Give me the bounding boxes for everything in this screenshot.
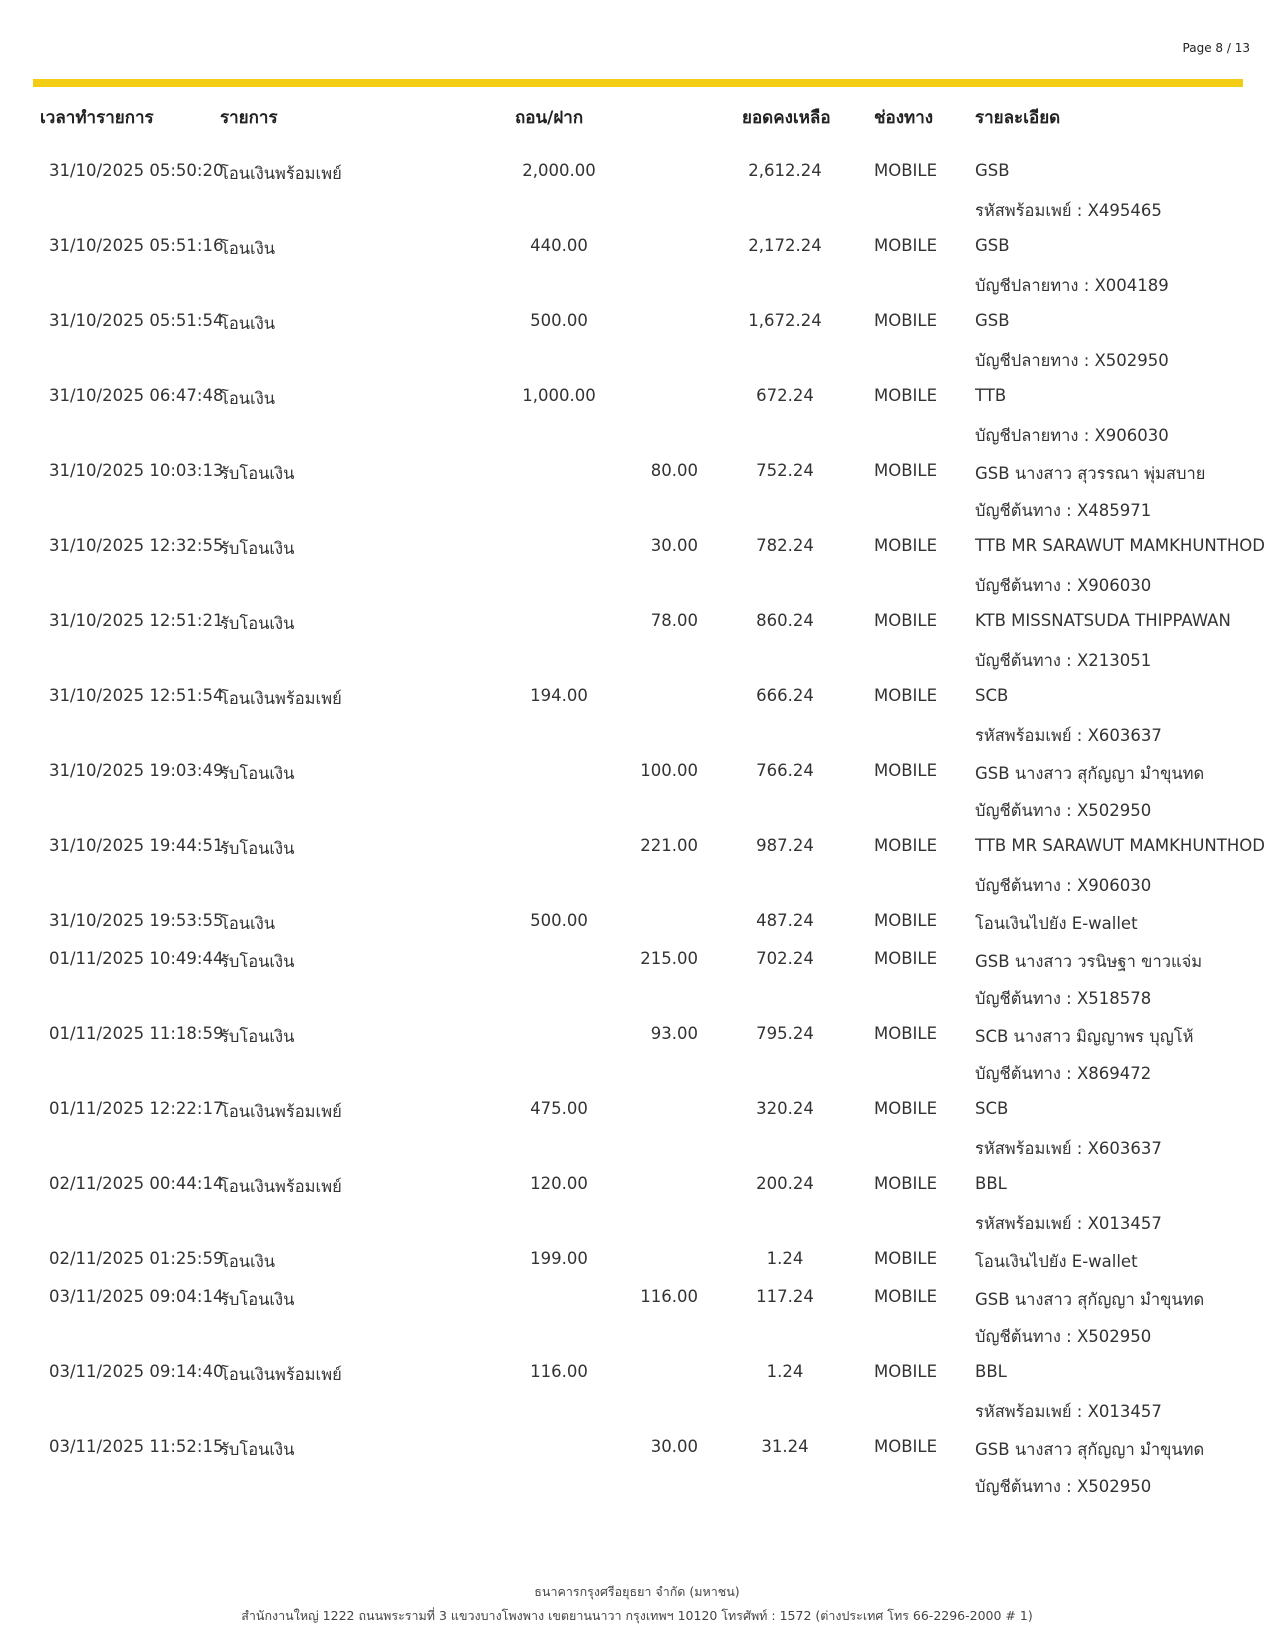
cell-withdraw: 194.00 bbox=[530, 686, 588, 705]
cell-description: โอนเงิน bbox=[220, 914, 276, 933]
cell-deposit: 215.00 bbox=[640, 949, 698, 968]
cell-datetime: 02/11/2025 01:25:59 bbox=[49, 1249, 224, 1268]
table-row bbox=[0, 897, 1274, 935]
cell-channel: MOBILE bbox=[874, 949, 938, 968]
cell-description: โอนเงิน bbox=[220, 1252, 276, 1271]
cell-datetime: 02/11/2025 00:44:14 bbox=[49, 1174, 224, 1193]
table-row bbox=[0, 297, 1274, 372]
cell-detail: GSB bbox=[975, 161, 1010, 180]
table-row bbox=[0, 222, 1274, 297]
table-row bbox=[0, 372, 1274, 447]
cell-detail-secondary: บัญชีต้นทาง : X502950 bbox=[975, 1477, 1152, 1496]
cell-balance: 1.24 bbox=[766, 1249, 804, 1268]
cell-detail: GSB bbox=[975, 236, 1010, 255]
cell-description: โอนเงินพร้อมเพย์ bbox=[220, 689, 342, 708]
cell-deposit: 30.00 bbox=[650, 536, 698, 555]
cell-detail: GSB นางสาว สุกัญญา มำขุนทด bbox=[975, 1290, 1205, 1309]
cell-channel: MOBILE bbox=[874, 1249, 938, 1268]
cell-datetime: 31/10/2025 12:51:21 bbox=[49, 611, 224, 630]
cell-deposit: 30.00 bbox=[650, 1437, 698, 1456]
cell-detail: SCB bbox=[975, 1099, 1009, 1118]
header-datetime: เวลาทำรายการ bbox=[40, 108, 154, 128]
cell-detail: GSB นางสาว สุกัญญา มำขุนทด bbox=[975, 764, 1205, 783]
transaction-table bbox=[0, 147, 1274, 1498]
cell-description: รับโอนเงิน bbox=[220, 839, 295, 858]
cell-detail-secondary: รหัสพร้อมเพย์ : X013457 bbox=[975, 1402, 1162, 1421]
cell-detail-secondary: บัญชีต้นทาง : X518578 bbox=[975, 989, 1152, 1008]
cell-description: รับโอนเงิน bbox=[220, 952, 295, 971]
cell-datetime: 31/10/2025 05:50:20 bbox=[49, 161, 224, 180]
table-row bbox=[0, 447, 1274, 522]
cell-datetime: 31/10/2025 12:51:54 bbox=[49, 686, 224, 705]
cell-datetime: 31/10/2025 12:32:55 bbox=[49, 536, 224, 555]
cell-balance: 2,612.24 bbox=[748, 161, 822, 180]
table-row bbox=[0, 1235, 1274, 1273]
cell-description: โอนเงิน bbox=[220, 389, 276, 408]
table-header bbox=[0, 104, 1274, 134]
cell-balance: 666.24 bbox=[756, 686, 814, 705]
header-withdraw-deposit: ถอน/ฝาก bbox=[515, 108, 584, 128]
cell-detail: GSB นางสาว สุกัญญา มำขุนทด bbox=[975, 1440, 1205, 1459]
cell-detail: TTB MR SARAWUT MAMKHUNTHOD bbox=[975, 536, 1265, 555]
cell-channel: MOBILE bbox=[874, 1024, 938, 1043]
cell-detail-secondary: บัญชีปลายทาง : X906030 bbox=[975, 426, 1169, 445]
cell-withdraw: 199.00 bbox=[530, 1249, 588, 1268]
cell-datetime: 03/11/2025 09:04:14 bbox=[49, 1287, 224, 1306]
cell-detail-secondary: บัญชีปลายทาง : X502950 bbox=[975, 351, 1169, 370]
table-row bbox=[0, 822, 1274, 897]
cell-balance: 1.24 bbox=[766, 1362, 804, 1381]
cell-balance: 987.24 bbox=[756, 836, 814, 855]
cell-withdraw: 116.00 bbox=[530, 1362, 588, 1381]
cell-channel: MOBILE bbox=[874, 1287, 938, 1306]
header-balance: ยอดคงเหลือ bbox=[742, 108, 831, 128]
cell-description: โอนเงินพร้อมเพย์ bbox=[220, 1177, 342, 1196]
cell-withdraw: 500.00 bbox=[530, 311, 588, 330]
cell-detail: BBL bbox=[975, 1174, 1007, 1193]
cell-channel: MOBILE bbox=[874, 911, 938, 930]
cell-detail: GSB นางสาว สุวรรณา พุ่มสบาย bbox=[975, 464, 1206, 483]
cell-datetime: 31/10/2025 19:03:49 bbox=[49, 761, 224, 780]
table-row bbox=[0, 1348, 1274, 1423]
page-number: Page 8 / 13 bbox=[1182, 41, 1250, 55]
cell-detail-secondary: บัญชีปลายทาง : X004189 bbox=[975, 276, 1169, 295]
cell-deposit: 116.00 bbox=[640, 1287, 698, 1306]
table-row bbox=[0, 597, 1274, 672]
cell-deposit: 78.00 bbox=[650, 611, 698, 630]
cell-description: โอนเงินพร้อมเพย์ bbox=[220, 1102, 342, 1121]
cell-detail: GSB นางสาว วรนิษฐา ขาวแจ่ม bbox=[975, 952, 1203, 971]
cell-deposit: 221.00 bbox=[640, 836, 698, 855]
header-description: รายการ bbox=[220, 108, 278, 128]
cell-description: โอนเงินพร้อมเพย์ bbox=[220, 164, 342, 183]
table-row bbox=[0, 935, 1274, 1010]
cell-balance: 487.24 bbox=[756, 911, 814, 930]
cell-detail-secondary: บัญชีต้นทาง : X485971 bbox=[975, 501, 1152, 520]
cell-datetime: 31/10/2025 19:44:51 bbox=[49, 836, 224, 855]
cell-detail-secondary: บัญชีต้นทาง : X502950 bbox=[975, 1327, 1152, 1346]
cell-description: รับโอนเงิน bbox=[220, 614, 295, 633]
cell-deposit: 100.00 bbox=[640, 761, 698, 780]
cell-balance: 31.24 bbox=[761, 1437, 809, 1456]
cell-channel: MOBILE bbox=[874, 1099, 938, 1118]
footer-bank-name: ธนาคารกรุงศรีอยุธยา จำกัด (มหาชน) bbox=[534, 1584, 740, 1599]
cell-channel: MOBILE bbox=[874, 836, 938, 855]
cell-detail-secondary: รหัสพร้อมเพย์ : X013457 bbox=[975, 1214, 1162, 1233]
cell-detail-secondary: บัญชีต้นทาง : X906030 bbox=[975, 576, 1152, 595]
cell-channel: MOBILE bbox=[874, 761, 938, 780]
header-details: รายละเอียด bbox=[975, 108, 1061, 128]
cell-description: โอนเงิน bbox=[220, 239, 276, 258]
cell-balance: 860.24 bbox=[756, 611, 814, 630]
table-row bbox=[0, 672, 1274, 747]
cell-detail: โอนเงินไปยัง E-wallet bbox=[975, 1252, 1138, 1271]
header-accent-bar bbox=[33, 79, 1243, 87]
cell-detail: SCB นางสาว มิญญาพร บุญโห้ bbox=[975, 1027, 1194, 1046]
cell-datetime: 31/10/2025 10:03:13 bbox=[49, 461, 224, 480]
table-row bbox=[0, 747, 1274, 822]
cell-deposit: 80.00 bbox=[650, 461, 698, 480]
cell-channel: MOBILE bbox=[874, 686, 938, 705]
cell-description: รับโอนเงิน bbox=[220, 764, 295, 783]
cell-description: โอนเงินพร้อมเพย์ bbox=[220, 1365, 342, 1384]
cell-detail: KTB MISSNATSUDA THIPPAWAN bbox=[975, 611, 1231, 630]
cell-description: โอนเงิน bbox=[220, 314, 276, 333]
cell-balance: 795.24 bbox=[756, 1024, 814, 1043]
cell-balance: 702.24 bbox=[756, 949, 814, 968]
cell-description: รับโอนเงิน bbox=[220, 464, 295, 483]
cell-balance: 672.24 bbox=[756, 386, 814, 405]
cell-balance: 200.24 bbox=[756, 1174, 814, 1193]
cell-datetime: 01/11/2025 11:18:59 bbox=[49, 1024, 224, 1043]
cell-deposit: 93.00 bbox=[650, 1024, 698, 1043]
table-row bbox=[0, 1423, 1274, 1498]
cell-detail: โอนเงินไปยัง E-wallet bbox=[975, 914, 1138, 933]
cell-datetime: 31/10/2025 05:51:16 bbox=[49, 236, 224, 255]
cell-channel: MOBILE bbox=[874, 461, 938, 480]
cell-balance: 766.24 bbox=[756, 761, 814, 780]
cell-description: รับโอนเงิน bbox=[220, 539, 295, 558]
cell-channel: MOBILE bbox=[874, 1362, 938, 1381]
cell-balance: 320.24 bbox=[756, 1099, 814, 1118]
cell-description: รับโอนเงิน bbox=[220, 1440, 295, 1459]
cell-channel: MOBILE bbox=[874, 611, 938, 630]
table-row bbox=[0, 522, 1274, 597]
cell-description: รับโอนเงิน bbox=[220, 1290, 295, 1309]
table-row bbox=[0, 1085, 1274, 1160]
table-row bbox=[0, 1160, 1274, 1235]
cell-detail: SCB bbox=[975, 686, 1009, 705]
cell-withdraw: 475.00 bbox=[530, 1099, 588, 1118]
cell-balance: 752.24 bbox=[756, 461, 814, 480]
cell-datetime: 01/11/2025 12:22:17 bbox=[49, 1099, 224, 1118]
cell-datetime: 31/10/2025 19:53:55 bbox=[49, 911, 224, 930]
cell-withdraw: 120.00 bbox=[530, 1174, 588, 1193]
cell-description: รับโอนเงิน bbox=[220, 1027, 295, 1046]
table-row bbox=[0, 147, 1274, 222]
cell-balance: 782.24 bbox=[756, 536, 814, 555]
cell-detail-secondary: บัญชีต้นทาง : X906030 bbox=[975, 876, 1152, 895]
cell-withdraw: 1,000.00 bbox=[522, 386, 596, 405]
cell-detail-secondary: บัญชีต้นทาง : X869472 bbox=[975, 1064, 1152, 1083]
cell-withdraw: 2,000.00 bbox=[522, 161, 596, 180]
cell-datetime: 01/11/2025 10:49:44 bbox=[49, 949, 224, 968]
cell-withdraw: 440.00 bbox=[530, 236, 588, 255]
cell-channel: MOBILE bbox=[874, 311, 938, 330]
cell-detail-secondary: บัญชีต้นทาง : X213051 bbox=[975, 651, 1152, 670]
cell-channel: MOBILE bbox=[874, 386, 938, 405]
cell-detail: TTB bbox=[975, 386, 1007, 405]
cell-detail-secondary: รหัสพร้อมเพย์ : X603637 bbox=[975, 1139, 1162, 1158]
cell-datetime: 31/10/2025 06:47:48 bbox=[49, 386, 224, 405]
table-row bbox=[0, 1010, 1274, 1085]
cell-channel: MOBILE bbox=[874, 536, 938, 555]
cell-datetime: 03/11/2025 11:52:15 bbox=[49, 1437, 224, 1456]
footer-address: สำนักงานใหญ่ 1222 ถนนพระรามที่ 3 แขวงบางโพงพาง เขตยานนาวา กรุงเทพฯ 10120 โทรศัพท์ : 1572 (ต่างประเทศ โทร 66-2296-2000 # 1) bbox=[241, 1608, 1033, 1623]
cell-detail-secondary: รหัสพร้อมเพย์ : X603637 bbox=[975, 726, 1162, 745]
cell-detail-secondary: บัญชีต้นทาง : X502950 bbox=[975, 801, 1152, 820]
cell-datetime: 03/11/2025 09:14:40 bbox=[49, 1362, 224, 1381]
cell-datetime: 31/10/2025 05:51:54 bbox=[49, 311, 224, 330]
cell-detail: TTB MR SARAWUT MAMKHUNTHOD bbox=[975, 836, 1265, 855]
cell-balance: 117.24 bbox=[756, 1287, 814, 1306]
cell-detail-secondary: รหัสพร้อมเพย์ : X495465 bbox=[975, 201, 1162, 220]
cell-channel: MOBILE bbox=[874, 236, 938, 255]
cell-withdraw: 500.00 bbox=[530, 911, 588, 930]
cell-channel: MOBILE bbox=[874, 1174, 938, 1193]
cell-detail: BBL bbox=[975, 1362, 1007, 1381]
header-channel: ช่องทาง bbox=[874, 108, 934, 128]
cell-channel: MOBILE bbox=[874, 1437, 938, 1456]
table-row bbox=[0, 1273, 1274, 1348]
cell-channel: MOBILE bbox=[874, 161, 938, 180]
cell-detail: GSB bbox=[975, 311, 1010, 330]
cell-balance: 2,172.24 bbox=[748, 236, 822, 255]
cell-balance: 1,672.24 bbox=[748, 311, 822, 330]
